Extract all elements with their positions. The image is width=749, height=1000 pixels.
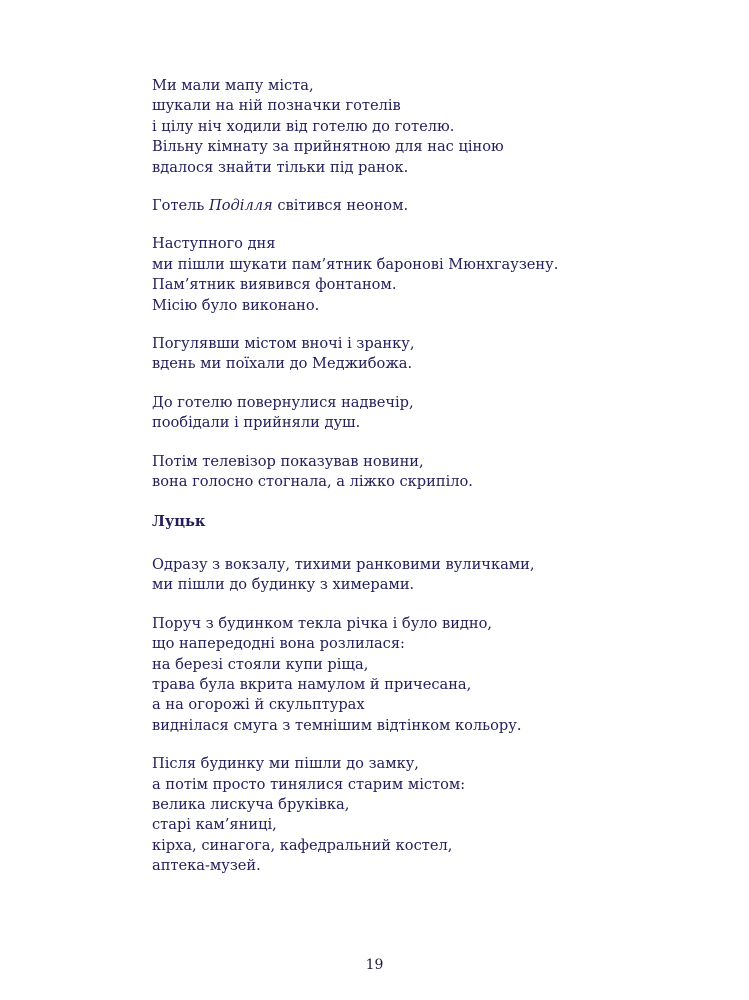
stanza-lutsk-2 [152, 614, 712, 736]
poem-line-hotel [152, 196, 712, 216]
poem-line: а потім просто тинялися старим містом: [152, 775, 466, 793]
poem-line: кірха, синагога, кафедральний костел, [152, 836, 453, 854]
poem-section-2 [152, 555, 712, 895]
stanza-hotel [152, 196, 712, 216]
poem-line: на березі стояли купи ріща, [152, 655, 369, 673]
poem-line: Вільну кімнату за прийнятною для нас ціною [152, 138, 504, 156]
poem-line: і цілу ніч ходили від готелю до готелю. [152, 117, 455, 135]
poem-line: вона голосно стогнала, а ліжко скрипіло. [152, 473, 473, 491]
poem-line: виднілася смуга з темнішим відтінком кольору. [152, 716, 522, 734]
stanza-6 [152, 452, 712, 493]
poem-line: ми пішли до будинку з химерами. [152, 576, 415, 594]
poem-line: що напередодні вона розлилася: [152, 635, 405, 653]
stanza-4 [152, 334, 712, 375]
stanza-5 [152, 393, 712, 434]
poem-line: Ми мали мапу міста, [152, 77, 314, 94]
poem-line: Потім телевізор показував новини, [152, 452, 424, 470]
poem-line: велика лискуча бруківка, [152, 796, 350, 814]
poem-line: аптека-музей. [152, 857, 261, 875]
poem-line: Пам’ятник виявився фонтаном. [152, 276, 397, 294]
stanza-1 [152, 76, 712, 178]
hotel-name-italic: Поділля [209, 197, 273, 215]
poem-line: пообідали і прийняли душ. [152, 414, 361, 432]
poem-line: а на огорожі й скульптурах [152, 696, 365, 714]
page-number: 19 [365, 957, 384, 973]
poem-line: Наступного дня [152, 235, 276, 253]
stanza-lutsk-1 [152, 555, 712, 596]
stanza-3 [152, 234, 712, 316]
hotel-line-after: світився неоном. [272, 197, 409, 215]
poem-line: старі кам’яниці, [152, 816, 277, 834]
poem-section-1 [152, 76, 712, 511]
poem-line: Погулявши містом вночі і зранку, [152, 335, 415, 353]
section-title: Луцьк [152, 513, 206, 530]
poem-line: До готелю повернулися надвечір, [152, 393, 414, 411]
poem-line: трава була вкрита намулом й причесана, [152, 676, 472, 694]
poem-line: Місію було виконано. [152, 296, 320, 314]
poem-line: Після будинку ми пішли до замку, [152, 755, 419, 773]
hotel-line-before: Готель [152, 197, 210, 215]
poem-line: Одразу з вокзалу, тихими ранковими вуличками, [152, 556, 535, 573]
poem-line: Поруч з будинком текла річка і було видно, [152, 614, 493, 632]
poem-line: шукали на ній позначки готелів [152, 97, 401, 115]
poem-line: вдалося знайти тільки під ранок. [152, 158, 409, 176]
poem-line: вдень ми поїхали до Меджибожа. [152, 355, 413, 373]
poem-line: ми пішли шукати пам’ятник баронові Мюнхгаузену. [152, 255, 559, 273]
stanza-lutsk-3 [152, 754, 712, 876]
